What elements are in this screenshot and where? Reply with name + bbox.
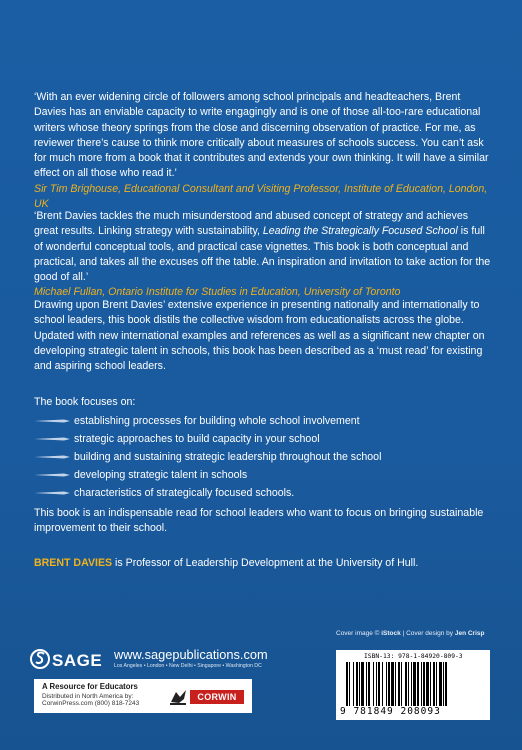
corwin-logo [168, 686, 246, 708]
streak-icon [34, 472, 70, 478]
isbn-label: ISBN-13: 978-1-84920-809-3 [364, 653, 463, 660]
cover-image-source: iStock [381, 630, 401, 637]
quote-attribution: Michael Fullan, Ontario Institute for Studies in Education, University of Toronto [34, 286, 401, 299]
cover-designer: Jen Crisp [454, 630, 485, 637]
list-item: strategic approaches to build capacity in your school [34, 430, 492, 448]
resource-box [34, 679, 252, 713]
quote-text-before: ‘Brent Davies tackles the much misunderstood and abused concept of strategy and achieves great results. Linking strategy with sustainability, [34, 210, 469, 238]
review-quote-fullan [34, 209, 492, 301]
review-quote-brighouse [34, 90, 492, 212]
closing-paragraph: This book is an indispensable read for school leaders who want to focus on bringing sustainable improvement to their school. [34, 507, 484, 535]
book-title: Leading the Strategically Focused School [262, 225, 458, 238]
resource-distributor: Distributed in North America by: [42, 693, 134, 700]
publisher-cities: Los Angeles • London • New Delhi • Singapore • Washington DC [114, 663, 262, 669]
barcode-bars [346, 662, 484, 706]
resource-contact: CorwinPress.com (800) 818-7243 [42, 700, 140, 707]
streak-icon [34, 418, 70, 424]
streak-icon [34, 436, 70, 442]
list-item: establishing processes for building whole school involvement [34, 412, 492, 430]
list-item: building and sustaining strategic leadership throughout the school [34, 448, 492, 466]
focus-list [34, 412, 492, 502]
resource-heading: A Resource for Educators [42, 682, 138, 691]
list-item: developing strategic talent in schools [34, 466, 492, 484]
streak-icon [34, 490, 70, 496]
sage-logo-icon [30, 647, 110, 671]
streak-icon [34, 454, 70, 460]
quote-text: ‘With an ever widening circle of followers among school principals and headteachers, Brent Davies has an enviable capacity to write engagingly and is one of those all-too-rare educational writers whose theory springs from the close and discerning observation of practice. For me, as reviewer there’s cause to think more critically about measures of schools success. You can’t ask for much more from a book that it contributes and extends your own thinking. It will have a similar effect on all those who read it.’ [34, 91, 489, 180]
list-item: characteristics of strategically focused schools. [34, 484, 492, 502]
focus-intro: The book focuses on: [34, 396, 136, 408]
quote-text-after: is full of wonderful conceptual tools, and practical case vignettes. This book is both conceptual and practical, and takes all the excuses off the table. An inspiration and invitation to take action for the good of all.’ [34, 225, 491, 284]
barcode-digits: 9 781849 208093 [340, 706, 441, 717]
svg-text:SAGE: SAGE [52, 651, 103, 670]
author-bio-text: is Professor of Leadership Development at the University of Hull. [112, 557, 419, 569]
quote-attribution: Sir Tim Brighouse, Educational Consultant and Visiting Professor, Institute of Education, London, UK [34, 182, 488, 211]
focus-section [34, 395, 492, 502]
barcode [336, 650, 490, 720]
corwin-bird-icon [168, 686, 190, 708]
publisher-block [30, 647, 290, 677]
book-description: Drawing upon Brent Davies’ extensive experience in presenting nationally and internationally to school leaders, this book distils the collective wisdom from educationalists across the globe. Updated with new international examples and references as well as a significant new chapter on developing strategic talent in schools, this book has been described as a ‘must read’ for existing and aspiring school leaders. [34, 299, 485, 373]
author-name: BRENT DAVIES [34, 557, 113, 569]
author-bio [34, 556, 492, 571]
cover-credits: Cover image © iStock | Cover design by Jen Crisp [336, 630, 485, 637]
corwin-wordmark: CORWIN [190, 690, 244, 704]
sage-logo [30, 647, 110, 671]
publisher-url[interactable]: www.sagepublications.com [114, 647, 268, 662]
